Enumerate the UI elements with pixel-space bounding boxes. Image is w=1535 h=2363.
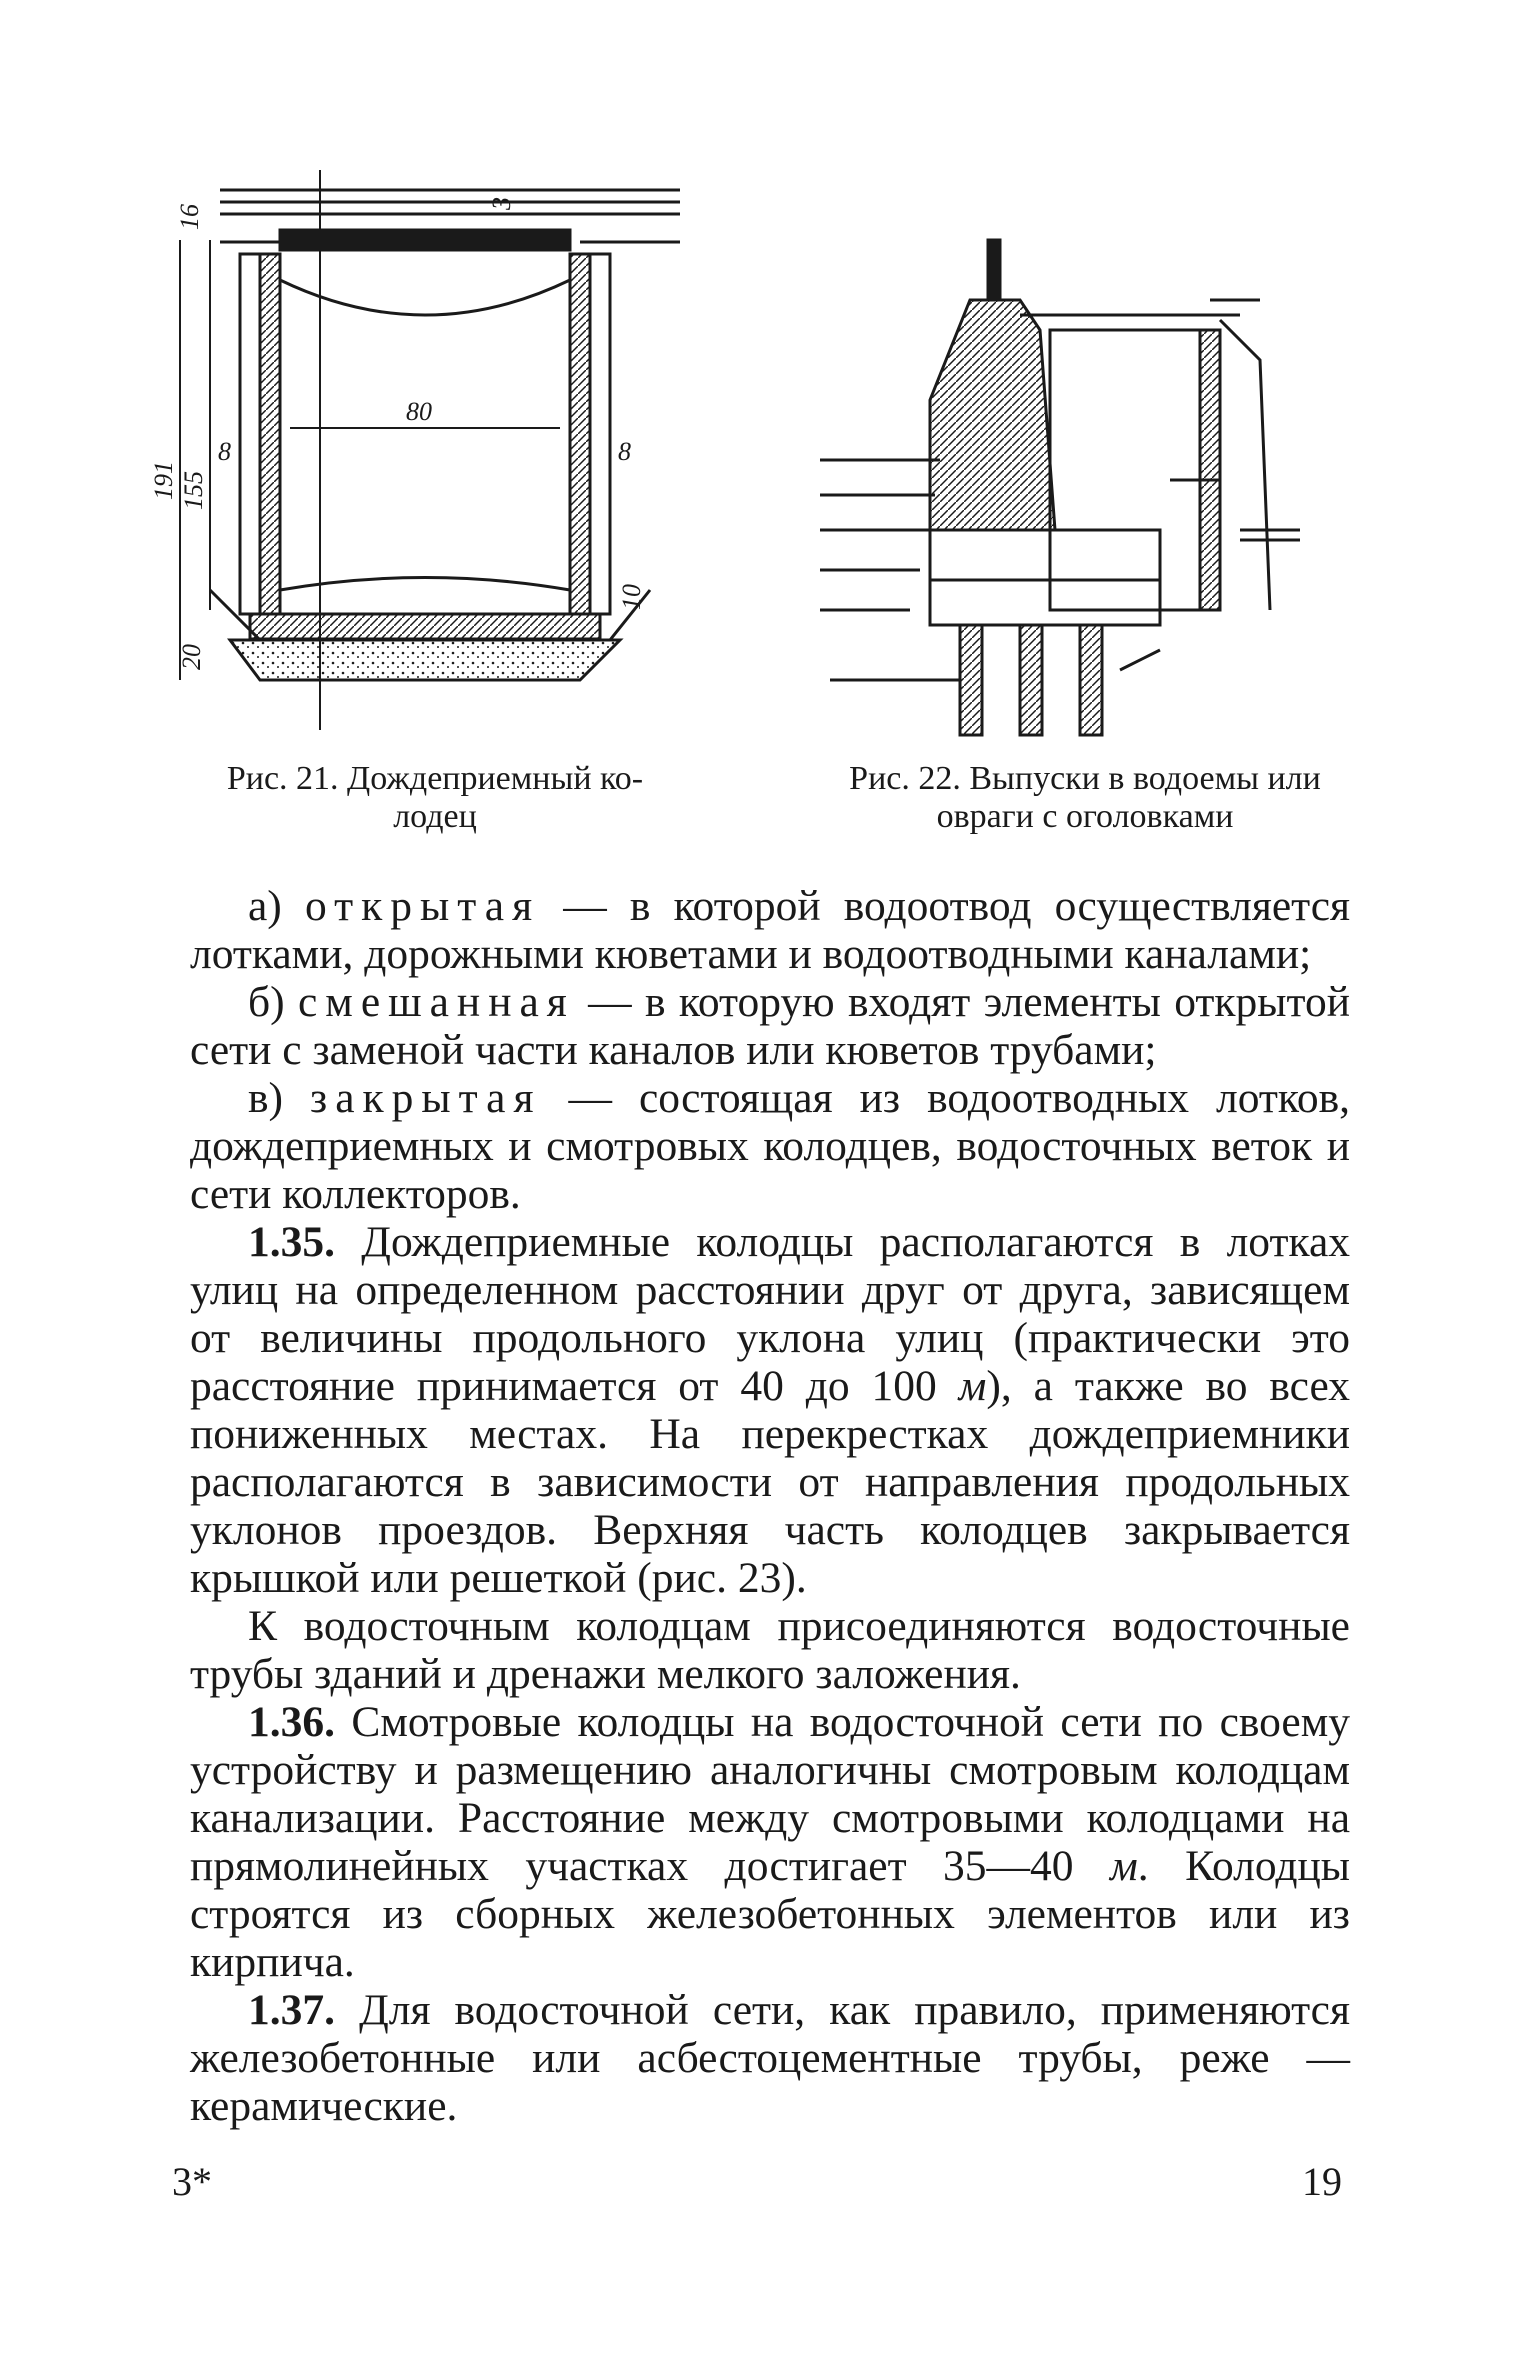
unit-m: м (958, 1362, 987, 1410)
dim-20: 20 (177, 644, 206, 670)
paragraph-1-35 (190, 1218, 1350, 1602)
paragraph-b-text: — в которую входят элементы открытой сети с заменой части каналов или кюветов трубами; (190, 978, 1350, 1074)
list-marker-a: а) (248, 882, 305, 930)
paragraph-1-37-text: Для водосточной сети, как правило, применяются железобетонные или асбестоцементные трубы, реже — керамические. (190, 1986, 1350, 2130)
paragraph-v-text: — состоящая из водоотводных лотков, дождеприемных и смотровых колодцев, водосточных веток и сети коллекторов. (190, 1074, 1350, 1218)
paragraph-1-35-cont-text: К водосточным колодцам присоединяются водосточные трубы зданий и дренажи мелкого заложения. (190, 1602, 1350, 1698)
unit-m-2: м (1110, 1842, 1138, 1890)
page-number: 19 (1302, 2159, 1342, 2204)
figure-22-caption-line2: овраги с оголовками (936, 798, 1234, 835)
paragraph-1-35-text: Дождеприемные колодцы располагаются в лотках улиц на определенном расстоянии друг от друга, зависящем от величины продольного уклона улиц (практически это расстояние принимается от 40 до 100 (190, 1218, 1350, 1410)
figure-21-drawing (149, 170, 690, 740)
body-text (190, 882, 1350, 2130)
figure-21-caption (175, 760, 695, 836)
figure-21-caption-line2: лодец (393, 798, 477, 835)
paragraph-1-35-text2: ), а также во всех пониженных местах. На перекрестках дождеприемники располагаются в зависимости от направления продольных уклонов проездов. Верхняя часть колодцев закрывается крышкой или решеткой (рис. 23). (190, 1362, 1351, 1602)
list-marker-v: в) (248, 1074, 311, 1122)
dim-10: 10 (617, 584, 646, 610)
figure-22-drawing (820, 230, 1340, 740)
section-number-1-36: 1.36. (248, 1698, 335, 1746)
signature-mark: 3* (172, 2159, 212, 2204)
list-marker-b: б) (248, 978, 298, 1026)
dim-8-left: 8 (218, 437, 231, 466)
paragraph-1-36-text2: . Колодцы строятся из сборных железобетонных элементов или из кирпича. (190, 1842, 1350, 1986)
paragraph-1-36 (190, 1698, 1350, 1986)
paragraph-1-35-cont (190, 1602, 1350, 1698)
dim-3: 3 (487, 197, 516, 210)
term-mixed: смешанная (297, 978, 575, 1026)
paragraph-b (190, 978, 1350, 1074)
dim-16: 16 (175, 204, 204, 230)
figure-22-caption (815, 760, 1355, 836)
paragraph-1-36-text: Смотровые колодцы на водосточной сети по своему устройству и размещению аналогичны смотровым колодцам канализации. Расстояние между смотровыми колодцами на прямолинейных участках достигает 35—40 (190, 1698, 1350, 1890)
term-open: открытая (304, 882, 541, 930)
dim-8-right: 8 (618, 437, 631, 466)
dim-155: 155 (179, 471, 208, 510)
section-number-1-37: 1.37. (248, 1986, 335, 2034)
paragraph-1-37 (190, 1986, 1350, 2130)
dim-191: 191 (149, 461, 178, 500)
paragraph-v (190, 1074, 1350, 1218)
paragraph-a-text: — в которой водоотвод осуществляется лотками, дорожными кюветами и водоотводными каналами; (190, 882, 1351, 978)
dim-80: 80 (406, 397, 432, 426)
section-number-1-35: 1.35. (248, 1218, 335, 1266)
figure-21-caption-line1: Рис. 21. Дождеприемный ко- (226, 760, 644, 797)
paragraph-a (190, 882, 1350, 978)
figure-22-caption-line1: Рис. 22. Выпуски в водоемы или (849, 760, 1321, 797)
term-closed: закрытая (310, 1074, 542, 1122)
